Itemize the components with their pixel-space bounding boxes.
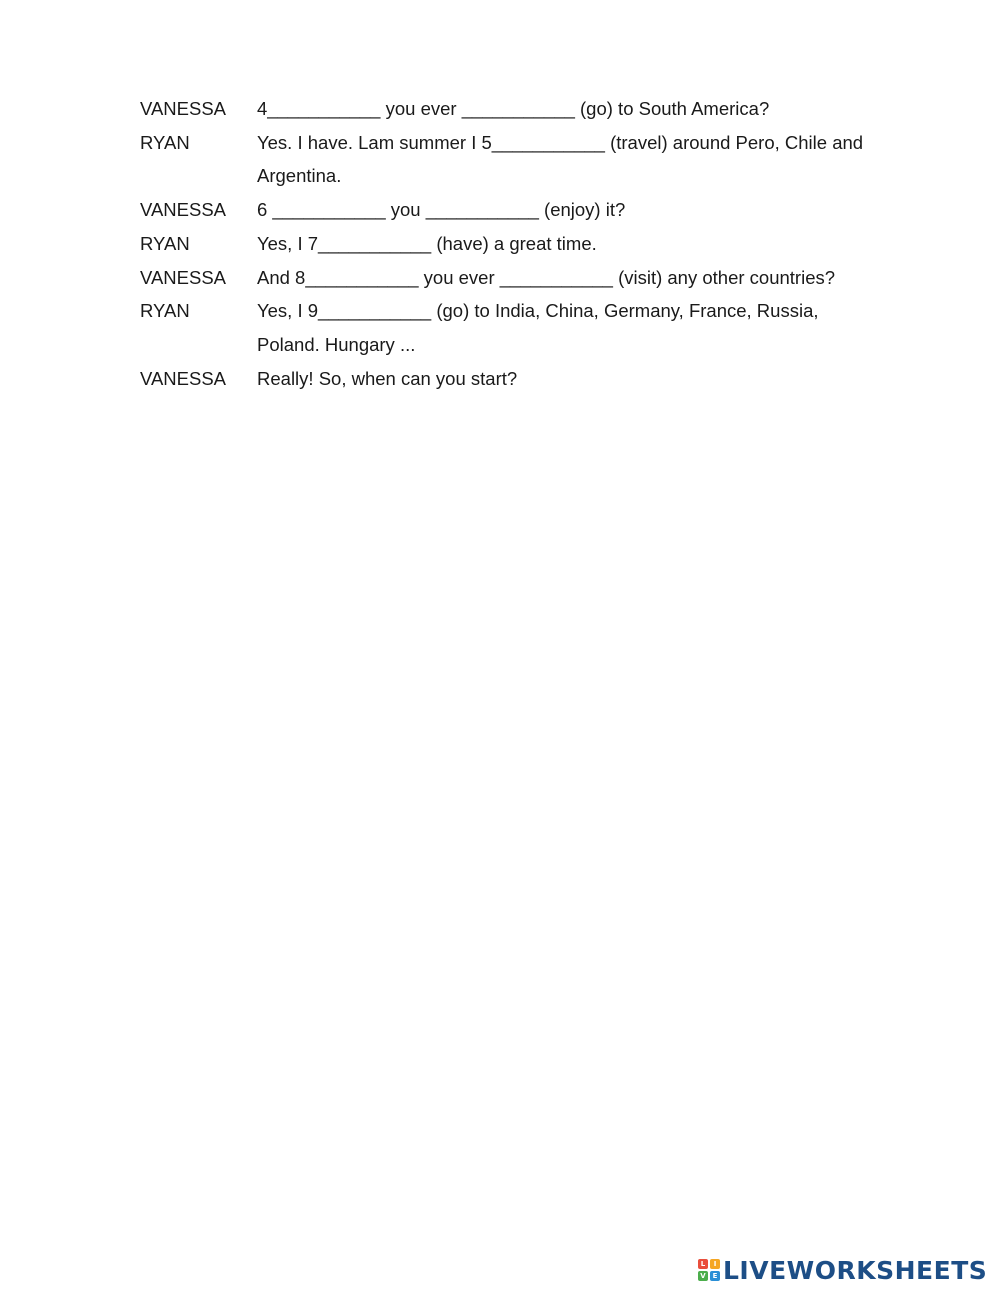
dialogue-line	[257, 193, 910, 227]
speaker-name: RYAN	[140, 131, 190, 153]
line-text: And 8___________ you ever ___________ (visit) any other countries?	[257, 266, 836, 288]
logo-letter: E	[710, 1271, 720, 1281]
logo-letter: I	[710, 1259, 720, 1269]
logo-letter: L	[698, 1259, 708, 1269]
dialogue-line	[257, 261, 910, 295]
speaker-name: RYAN	[140, 300, 190, 322]
line-text: 4___________ you ever ___________ (go) to South America?	[257, 98, 770, 119]
live-grid-icon	[698, 1259, 720, 1281]
dialogue-line	[257, 294, 910, 361]
logo-text: LIVEWORKSHEETS	[723, 1255, 988, 1285]
speaker-name: RYAN	[140, 232, 190, 254]
liveworksheets-logo[interactable]	[698, 1255, 987, 1285]
speaker-name: VANESSA	[140, 199, 227, 221]
dialogue-turn	[140, 227, 910, 261]
dialogue-turn	[140, 261, 910, 295]
dialogue-turn	[140, 92, 910, 126]
line-text: Poland. Hungary ...	[257, 333, 416, 355]
speaker-name: VANESSA	[140, 266, 227, 288]
dialogue-turn	[140, 193, 910, 227]
line-text: Yes, I 9___________ (go) to India, China, Germany, France, Russia,	[257, 300, 819, 322]
logo-letter: V	[698, 1271, 708, 1281]
dialogue-turn	[140, 362, 910, 396]
dialogue-line	[257, 92, 910, 126]
speaker-name: VANESSA	[140, 367, 227, 389]
line-text: 6 ___________ you ___________ (enjoy) it?	[257, 199, 626, 221]
dialogue-line	[257, 126, 910, 193]
line-text: Yes. I have. Lam summer I 5___________ (travel) around Pero, Chile and	[257, 131, 864, 153]
dialogue	[140, 92, 910, 395]
line-text: Yes, I 7___________ (have) a great time.	[257, 232, 597, 254]
dialogue-line	[257, 362, 910, 396]
line-text: Argentina.	[257, 165, 342, 187]
dialogue-turn	[140, 126, 910, 193]
dialogue-turn	[140, 294, 910, 361]
dialogue-line	[257, 227, 910, 261]
line-text: Really! So, when can you start?	[257, 367, 518, 389]
speaker-name: VANESSA	[140, 98, 227, 119]
